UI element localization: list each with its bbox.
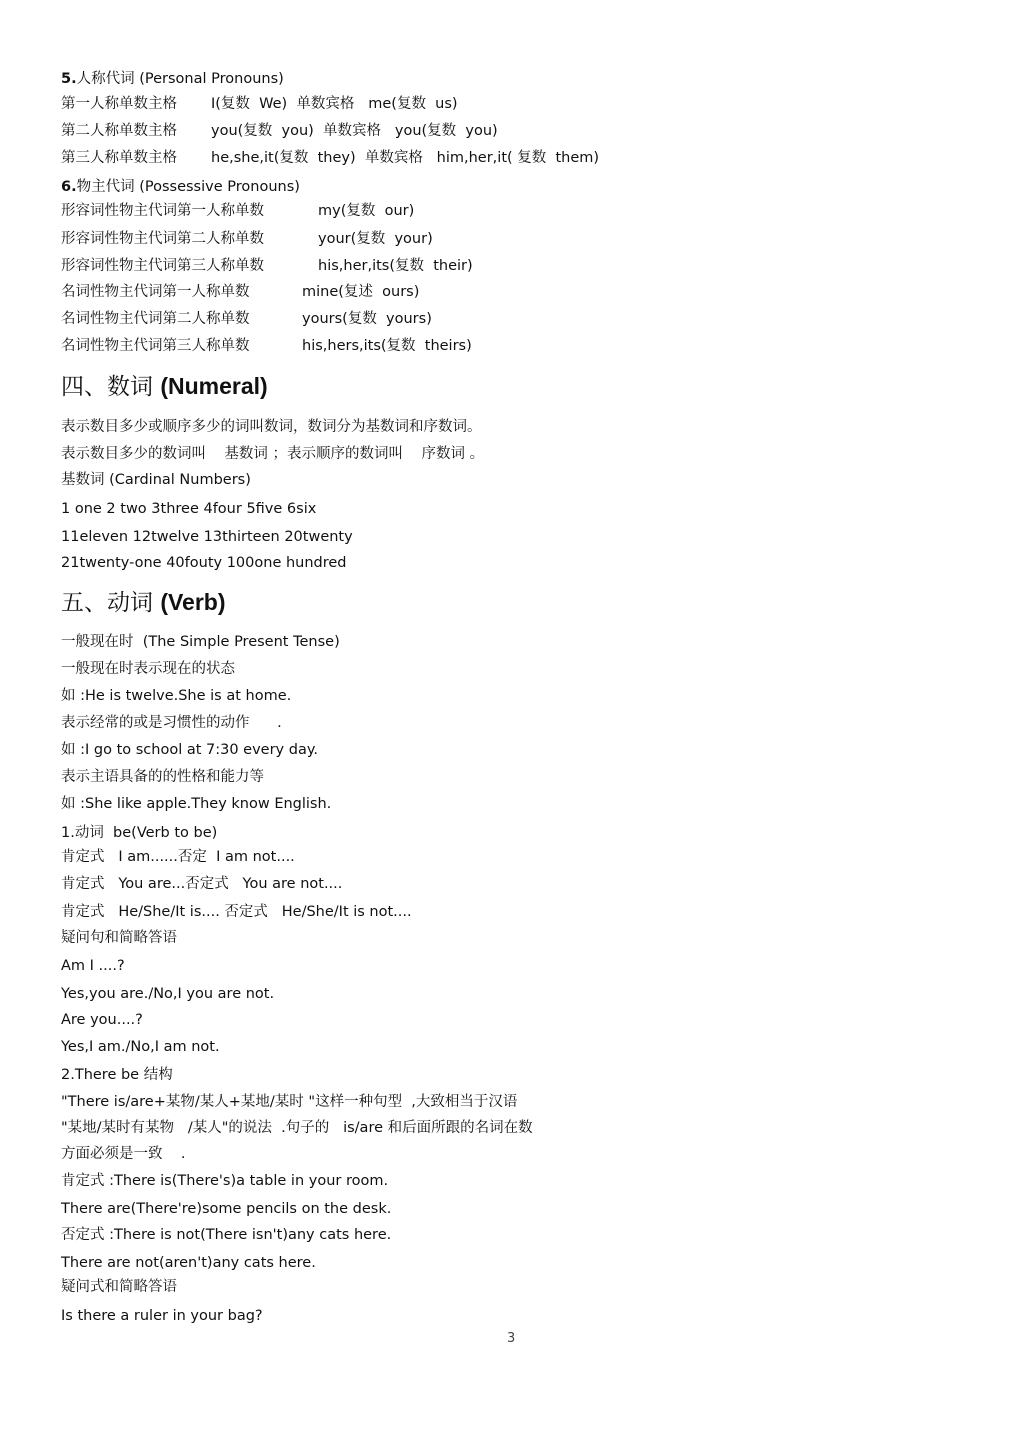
verb-line: 如 :She like apple.They know English. bbox=[61, 796, 332, 812]
possessive-row-forms: your(复数 your) bbox=[318, 231, 433, 247]
verb-heading-en: (Verb) bbox=[160, 589, 226, 615]
verb-line: Yes,you are./No,I you are not. bbox=[61, 986, 275, 1002]
verb-line: 肯定式 :There is(There's)a table in your room. bbox=[61, 1173, 389, 1189]
verb-line: 方面必须是一致 . bbox=[61, 1146, 186, 1162]
pronoun-row-label: 第一人称单数主格 bbox=[61, 96, 177, 112]
numeral-line: 表示数目多少的数词叫 基数词 ；表示顺序的数词叫 序数词 。 bbox=[61, 446, 485, 462]
pronouns-number: 5. bbox=[61, 71, 77, 87]
pronouns-title bbox=[61, 70, 284, 88]
pronoun-row-label: 第二人称单数主格 bbox=[61, 123, 177, 139]
possessive-title bbox=[61, 178, 300, 196]
verb-line: Are you....? bbox=[61, 1012, 143, 1028]
possessive-row-label: 名词性物主代词第一人称单数 bbox=[61, 284, 250, 300]
verb-line: 肯定式 I am......否定 I am not.... bbox=[61, 849, 295, 865]
possessive-row-forms: mine(复述 ours) bbox=[302, 284, 420, 300]
verb-line: 疑问式和简略答语 bbox=[61, 1279, 177, 1295]
verb-line: 否定式 :There is not(There isn't)any cats here. bbox=[61, 1227, 392, 1243]
verb-line: There are not(aren't)any cats here. bbox=[61, 1255, 316, 1271]
numeral-line: 表示数目多少或顺序多少的词叫数词，数词分为基数词和序数词。 bbox=[61, 419, 482, 435]
numeral-line: 21twenty-one 40fouty 100one hundred bbox=[61, 555, 347, 571]
verb-line: 1.动词 be(Verb to be) bbox=[61, 825, 218, 841]
numeral-line: 1 one 2 two 3three 4four 5five 6six bbox=[61, 501, 317, 517]
pronoun-row-forms: I(复数 We) 单数宾格 me(复数 us) bbox=[211, 96, 458, 112]
possessive-row-label: 形容词性物主代词第二人称单数 bbox=[61, 231, 264, 247]
possessive-row-label: 形容词性物主代词第三人称单数 bbox=[61, 258, 264, 274]
pronoun-row-label: 第三人称单数主格 bbox=[61, 150, 177, 166]
verb-line: 肯定式 He/She/It is.... 否定式 He/She/It is not.... bbox=[61, 904, 412, 920]
numeral-heading bbox=[61, 371, 268, 402]
verb-line: "某地/某时有某物 /某人"的说法 .句子的 is/are 和后面所跟的名词在数 bbox=[61, 1120, 533, 1136]
verb-line: Yes,I am./No,I am not. bbox=[61, 1039, 220, 1055]
verb-line: 一般现在时 (The Simple Present Tense) bbox=[61, 634, 340, 650]
possessive-row-forms: yours(复数 yours) bbox=[302, 311, 432, 327]
verb-line: Is there a ruler in your bag? bbox=[61, 1308, 263, 1324]
verb-line: 一般现在时表示现在的状态 bbox=[61, 661, 235, 677]
numeral-line: 基数词 (Cardinal Numbers) bbox=[61, 472, 251, 488]
verb-line: 如 :I go to school at 7:30 every day. bbox=[61, 742, 318, 758]
verb-line: 如 :He is twelve.She is at home. bbox=[61, 688, 292, 704]
page-number: 3 bbox=[507, 1331, 516, 1346]
verb-line: 表示经常的或是习惯性的动作 . bbox=[61, 715, 282, 731]
possessive-row-label: 名词性物主代词第三人称单数 bbox=[61, 338, 250, 354]
possessive-row-forms: his,her,its(复数 their) bbox=[318, 258, 473, 274]
verb-line: 2.There be 结构 bbox=[61, 1067, 173, 1083]
possessive-number: 6. bbox=[61, 179, 77, 195]
pronouns-title-text: 人称代词 (Personal Pronouns) bbox=[76, 71, 284, 87]
possessive-row-label: 形容词性物主代词第一人称单数 bbox=[61, 203, 264, 219]
numeral-line: 11eleven 12twelve 13thirteen 20twenty bbox=[61, 529, 353, 545]
verb-line: There are(There're)some pencils on the desk. bbox=[61, 1201, 392, 1217]
pronoun-row-forms: you(复数 you) 单数宾格 you(复数 you) bbox=[211, 123, 498, 139]
verb-line: 疑问句和简略答语 bbox=[61, 930, 177, 946]
pronoun-row-forms: he,she,it(复数 they) 单数宾格 him,her,it( 复数 them) bbox=[211, 150, 600, 166]
verb-line: 表示主语具备的的性格和能力等 bbox=[61, 769, 264, 785]
verb-heading-cn: 五、动词 bbox=[61, 590, 161, 616]
verb-line: 肯定式 You are...否定式 You are not.... bbox=[61, 876, 343, 892]
possessive-title-text: 物主代词 (Possessive Pronouns) bbox=[76, 179, 300, 195]
possessive-row-forms: my(复数 our) bbox=[318, 203, 415, 219]
possessive-row-label: 名词性物主代词第二人称单数 bbox=[61, 311, 250, 327]
verb-heading bbox=[61, 587, 226, 618]
verb-line: Am I ....? bbox=[61, 958, 125, 974]
verb-line: "There is/are+某物/某人+某地/某时 "这样一种句型 ,大致相当于汉语 bbox=[61, 1094, 518, 1110]
numeral-heading-en: (Numeral) bbox=[160, 373, 268, 399]
possessive-row-forms: his,hers,its(复数 theirs) bbox=[302, 338, 472, 354]
numeral-heading-cn: 四、数词 bbox=[61, 374, 161, 400]
